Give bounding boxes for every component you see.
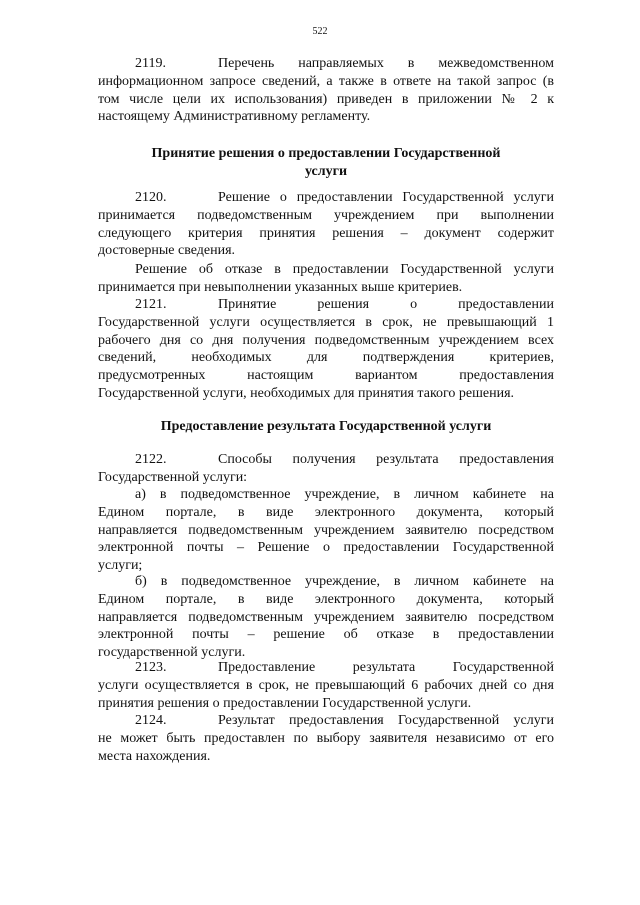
paragraph-line: услуги осуществляется в срок, не превышающий 6 рабочих дней со дня <box>98 677 554 693</box>
paragraph-line: 2120. Решение о предоставлении Государственной услуги <box>135 190 554 205</box>
paragraph-line: том числе цели их использования) приведен в приложении № 2 к <box>98 91 554 107</box>
paragraph-line: сведений, необходимых для подтверждения критериев, <box>98 350 554 366</box>
paragraph-refusal <box>98 261 554 297</box>
heading-line: Принятие решения о предоставлении Государственной <box>151 146 501 161</box>
paragraph-line: государственной услуги. <box>98 645 246 661</box>
paragraph-line: электронной почты – Решение о предоставлении Государственной <box>98 540 554 556</box>
paragraph-line: принятия решения о предоставлении Государственной услуги. <box>98 695 472 711</box>
list-item-a <box>98 486 554 575</box>
paragraph-line: рабочего дня со дня получения подведомственным учреждением всех <box>98 332 554 348</box>
section-heading-result: Предоставление результата Государственной услуги <box>160 419 492 434</box>
paragraph-line: принимается подведомственным учреждением при выполнении <box>98 207 554 223</box>
paragraph-2124 <box>98 712 554 765</box>
paragraph-line: достоверные сведения. <box>98 243 236 259</box>
clause-number: 2123. <box>135 660 167 675</box>
paragraph-line: следующего критерия принятия решения – документ содержит <box>98 225 554 241</box>
paragraph-line: услуги; <box>98 558 143 574</box>
page-number: 522 <box>312 26 328 37</box>
paragraph-line: Решение об отказе в предоставлении Государственной услуги <box>135 262 554 277</box>
paragraph-line: 2124. Результат предоставления Государственной услуги <box>135 713 554 728</box>
paragraph-line: предусмотренных настоящим вариантом предоставления <box>98 368 554 384</box>
paragraph-line: 2121. Принятие решения о предоставлении <box>135 297 554 312</box>
paragraph-line: Государственной услуги: <box>98 469 248 485</box>
clause-number: 2120. <box>135 190 167 205</box>
paragraph-line: направляется подведомственным учреждением заявителю посредством <box>98 522 554 538</box>
paragraph-line: направляется подведомственным учреждением заявителю посредством <box>98 609 554 625</box>
paragraph-line: Государственной услуги, необходимых для принятия такого решения. <box>98 385 515 401</box>
paragraph-line: электронной почты – решение об отказе в предоставлении <box>98 627 554 643</box>
paragraph-line: 2122. Способы получения результата предоставления <box>135 452 554 467</box>
paragraph-line: принимается при невыполнении указанных выше критериев. <box>98 279 463 295</box>
clause-number: 2124. <box>135 713 167 728</box>
paragraph-line: б) в подведомственное учреждение, в личном кабинете на <box>135 574 554 589</box>
clause-number: 2121. <box>135 297 167 312</box>
paragraph-line: Едином портале, в виде электронного документа, который <box>98 504 554 520</box>
paragraph-line: Государственной услуги осуществляется в срок, не превышающий 1 <box>98 314 554 330</box>
paragraph-line: не может быть предоставлен по выбору заявителя независимо от его <box>98 730 554 746</box>
list-item-b <box>98 573 554 662</box>
paragraph-2122 <box>98 451 554 487</box>
heading-line: услуги <box>304 163 348 179</box>
paragraph-line: информационном запросе сведений, а также в ответе на такой запрос (в <box>98 73 554 89</box>
paragraph-line: 2119. Перечень направляемых в межведомственном <box>135 56 554 71</box>
clause-number: 2122. <box>135 452 167 467</box>
paragraph-2121 <box>98 296 554 403</box>
clause-number: 2119. <box>135 56 166 71</box>
paragraph-line: а) в подведомственное учреждение, в личном кабинете на <box>135 487 554 502</box>
section-heading-decision <box>98 145 554 181</box>
paragraph-line: Едином портале, в виде электронного документа, который <box>98 591 554 607</box>
paragraph-2123 <box>98 659 554 712</box>
paragraph-2120 <box>98 189 554 260</box>
paragraph-line: места нахождения. <box>98 748 211 764</box>
paragraph-line: настоящему Административному регламенту. <box>98 109 371 125</box>
paragraph-line: 2123. Предоставление результата Государственной <box>135 660 554 675</box>
paragraph-2119 <box>98 55 554 126</box>
